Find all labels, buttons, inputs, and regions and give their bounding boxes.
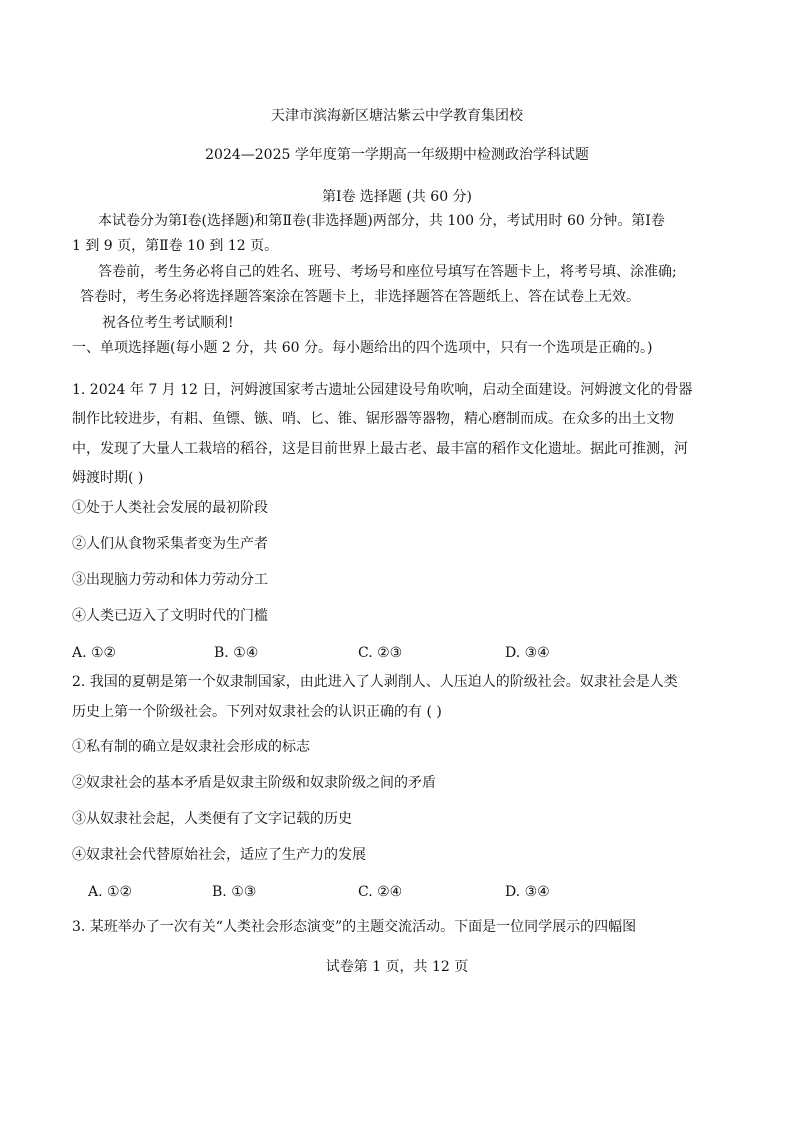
question-2-option-d[interactable]: D. ③④ [505, 884, 550, 900]
question-2-line-1: 2. 我国的夏朝是第一个奴隶制国家，由此进入了人剥削人、人压迫人的阶级社会。奴隶社会是人类 [72, 674, 678, 690]
question-1-statement-3: ③出现脑力劳动和体力劳动分工 [72, 572, 268, 588]
question-1-line-4: 姆渡时期( ) [72, 470, 144, 486]
good-luck-line: 祝各位考生考试顺利! [102, 315, 234, 331]
page-footer: 试卷第 1 页，共 12 页 [325, 959, 469, 975]
question-2-statement-4: ④奴隶社会代替原始社会，适应了生产力的发展 [72, 847, 366, 863]
question-2-line-2: 历史上第一个阶级社会。下列对奴隶社会的认识正确的有 ( ) [72, 704, 442, 720]
question-2-option-c[interactable]: C. ②④ [358, 884, 403, 900]
question-1-line-1: 1. 2024 年 7 月 12 日，河姆渡国家考古遗址公园建设号角吹响，启动全面建设。河姆渡文化的骨器 [72, 382, 693, 398]
question-1-option-c[interactable]: C. ②③ [358, 645, 403, 661]
instruction-line-3: 答卷前，考生务必将自己的姓名、班号、考场号和座位号填写在答题卡上，将考号填、涂准确; [98, 264, 677, 280]
question-1-option-d[interactable]: D. ③④ [505, 645, 550, 661]
question-2-option-b[interactable]: B. ①③ [212, 884, 257, 900]
section-title: 第Ⅰ卷 选择题 (共 60 分) [321, 189, 473, 205]
question-1-statement-4: ④人类已迈入了文明时代的门槛 [72, 608, 268, 624]
question-2-statement-1: ①私有制的确立是奴隶社会形成的标志 [72, 739, 310, 755]
question-1-statement-2: ②人们从食物采集者变为生产者 [72, 536, 268, 552]
part-heading: 一、单项选择题(每小题 2 分，共 60 分。每小题给出的四个选项中，只有一个选项是正确的。) [72, 340, 653, 356]
exam-title: 2024—2025 学年度第一学期高一年级期中检测政治学科试题 [205, 147, 589, 163]
school-name: 天津市滨海新区塘沽紫云中学教育集团校 [271, 108, 523, 124]
question-2-statement-2: ②奴隶社会的基本矛盾是奴隶主阶级和奴隶阶级之间的矛盾 [72, 775, 436, 791]
question-1-statement-1: ①处于人类社会发展的最初阶段 [72, 500, 268, 516]
question-2-statement-3: ③从奴隶社会起，人类便有了文字记载的历史 [72, 811, 352, 827]
question-1-line-3: 中，发现了大量人工栽培的稻谷，这是目前世界上最古老、最丰富的稻作文化遗址。据此可推测，河 [72, 441, 688, 457]
instruction-line-1: 本试卷分为第Ⅰ卷(选择题)和第Ⅱ卷(非选择题)两部分，共 100 分，考试用时 60 分钟。第Ⅰ卷 [98, 213, 665, 229]
question-2-option-a[interactable]: A. ①② [88, 884, 133, 900]
question-1-line-2: 制作比较进步，有耜、鱼镖、镞、哨、匕、锥、锯形器等器物，精心磨制而成。在众多的出土文物 [72, 411, 674, 427]
question-1-option-b[interactable]: B. ①④ [214, 645, 259, 661]
instruction-line-2: 1 到 9 页，第Ⅱ卷 10 到 12 页。 [72, 238, 279, 254]
instruction-line-4: 答卷时，考生务必将选择题答案涂在答题卡上，非选择题答在答题纸上、答在试卷上无效。 [80, 289, 640, 305]
question-3-line-1: 3. 某班举办了一次有关“人类社会形态演变”的主题交流活动。下面是一位同学展示的四幅图 [72, 919, 637, 935]
question-1-option-a[interactable]: A. ①② [72, 645, 117, 661]
